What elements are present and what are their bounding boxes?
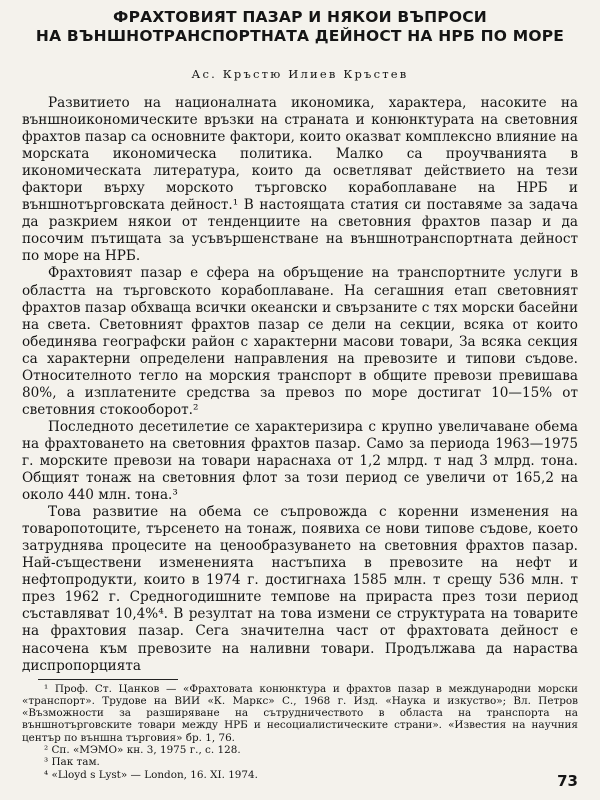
body-paragraph-4: Това развитие на обема се съпровожда с коренни изменения на товаропотоците, търсенето на тонаж, появиха се нови типове съдове, което затруднява процесите на ценообразуването на световния фрахтов пазар. Най-съществени измененията настъпиха в превозите на нефт и нефтопродукти, които в 1974 г. достигнаха 1585 млн. т срещу 536 млн. т през 1962 г. Средногодишните темпове на прираста през този период съставляват 10,4%⁴. В резултат на това измени се структурата на товарите на фрахтовия пазар. Сега значителна част от фрахтовата дейност е насочена към превозите на наливни товари. Продължава да нараства диспропорцията [22,504,578,674]
footnote-divider [38,679,178,680]
footnote-4: ⁴ «Lloyd s Lyst» — London, 16. XI. 1974. [44,768,258,781]
article-title [22,8,578,46]
footnote-3: ³ Пак там. [44,756,100,769]
article-title-line-2: НА ВЪНШНОТРАНСПОРТНАТА ДЕЙНОСТ НА НРБ ПО МОРЕ [35,27,565,45]
page-number: 73 [557,772,578,790]
body-paragraph-1: Развитието на националната икономика, характера, насоките на външноикономическите връзки на страната и конюнктурата на световния фрахтов пазар са основните фактори, които оказват комплексно влияние на морската икономическа политика. Малко са проучванията в икономическата литература, които да осветляват действието на тези фактори върху морското търговско корабоплаване на НРБ и външнотърговската дейност.¹ В настоящата статия си поставяме за задача да разкрием някои от тенденциите на световния фрахтов пазар и да посочим пътищата за усъвършенстване на външнотранспортната дейност по море на НРБ. [22,95,578,265]
article-author: Ас. Кръстю Илиев Кръстев [191,67,409,81]
article-body [22,95,578,675]
footnote-2: ² Сп. «МЭМО» кн. 3, 1975 г., с. 128. [44,744,241,757]
article-title-line-1: ФРАХТОВИЯТ ПАЗАР И НЯКОИ ВЪПРОСИ [113,8,487,26]
body-paragraph-2: Фрахтовият пазар е сфера на обръщение на транспортните услуги в областта на търговското корабоплаване. На сегашния етап световният фрахтов пазар обхваща всички океански и свързаните с тях морски басейни на света. Световният фрахтов пазар се дели на секции, всяка от които обединява географски район с характерни масови товари, За всяка секция са характерни определени направления на превозите и типови съдове. Относителното тегло на морския транспорт в общите превози превишава 80%, а изплатените средства за превоз по море достигат 10—15% от световния стокооборот.² [22,265,578,418]
footnote-1: ¹ Проф. Ст. Цанков — «Фрахтовата конюнктура и фрахтов пазар в международни морски «транспорт». Трудове на ВИИ «К. Маркс» С., 1968 г. Изд. «Наука и изкуство»; Вл. Петров «Възможности за разширяване на сътрудничеството в областа на транспорта на външнотърговските товари между НРБ и несоциалистическите страни». «Известия на научния център по външна търговия» бр. 1, 76. [22,682,578,744]
footnotes [22,683,578,781]
body-paragraph-3: Последното десетилетие се характеризира с крупно увеличаване обема на фрахтоването на световния фрахтов пазар. Само за периода 1963—1975 г. морските превози на товари нараснаха от 1,2 млрд. т над 3 млрд. тона. Общият тонаж на световния флот за този период се увеличи от 165,2 на около 440 млн. тона.³ [22,418,578,504]
